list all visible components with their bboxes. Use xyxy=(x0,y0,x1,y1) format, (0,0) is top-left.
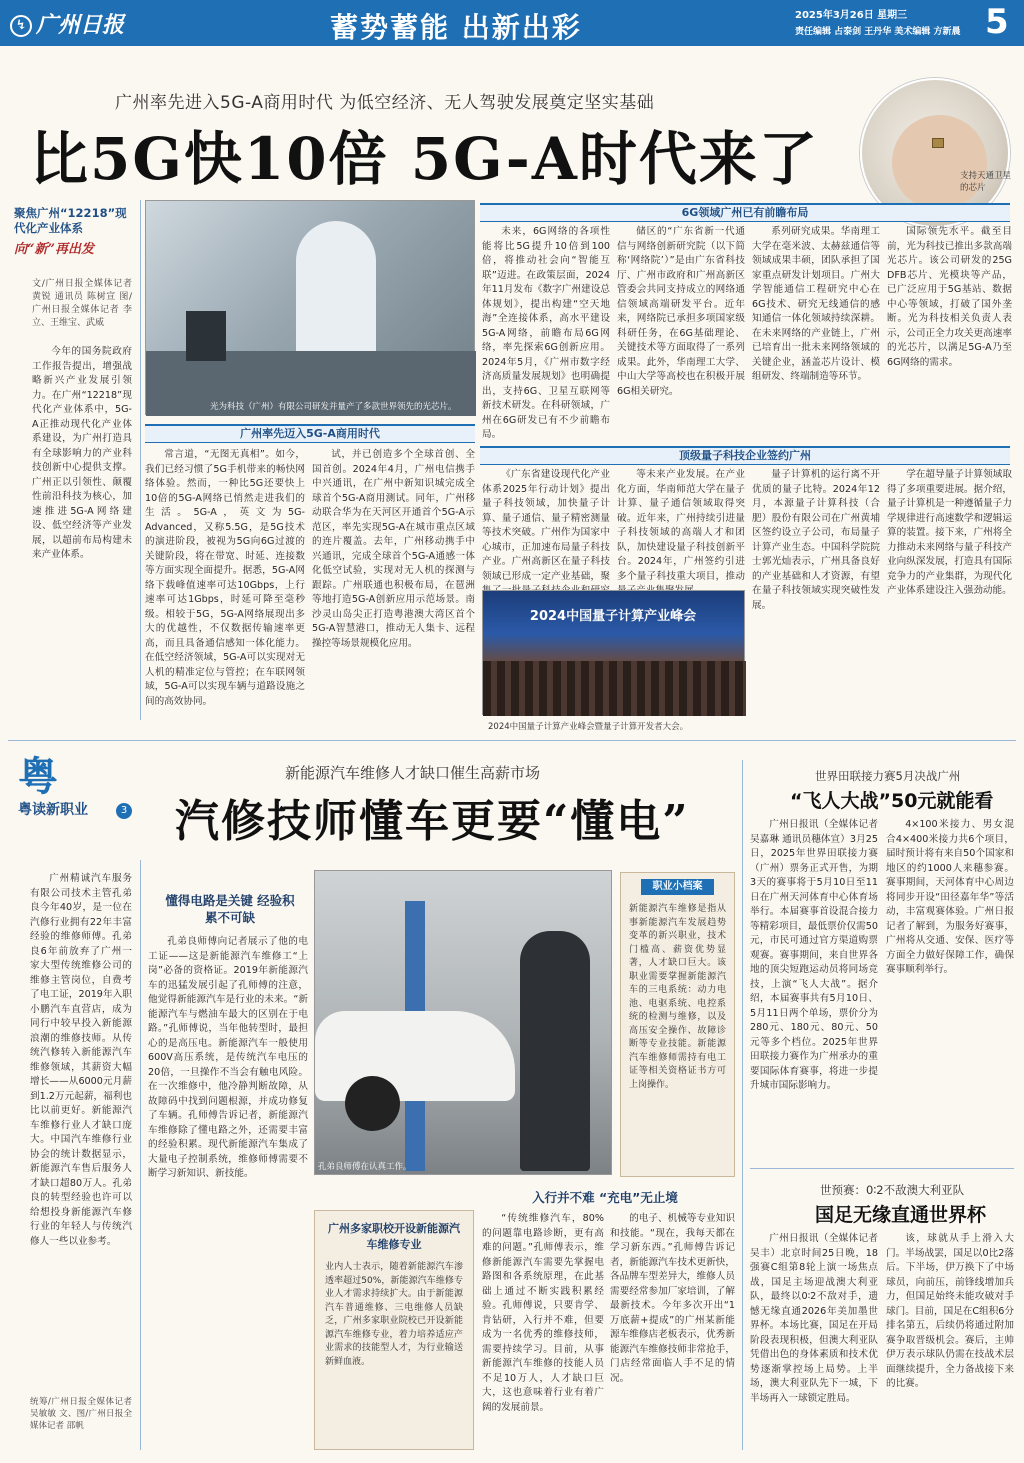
lead-col-1-text: 常言道，“无图无真相”。如今，我们已经习惯了5G手机带来的畅快网络体验。然而，一种比5G还要快上10倍的5G-A网络已悄然走进我们的生活。5G-A，英文为5G-Advanced，又称5.5G，是5G技术的演进阶段，被视为5G向6G过渡的关键阶段，将在带宽、时延、连接数等方面实现全面提升。据悉，5G-A网络下载峰值速率可达10Gbps，上行速率可达1Gbps，时延可降至毫秒级。相较于5G，5G-A网络展现出多大的优越性，不仅数据传输速率更高，而且具备通信感知一体化能力。在低空经济领域，5G-A可以实现对无人机的精准定位与管控；在车联网领域，5G-A可以实现车辆与道路设施之间的高效协同。 xyxy=(145,449,305,707)
lead-col-4 xyxy=(617,225,745,437)
lead-col-6 xyxy=(887,225,1012,437)
masthead-bar xyxy=(0,0,1024,46)
microscope-shape xyxy=(186,311,226,361)
conference-banner: 2024中国量子计算产业峰会 xyxy=(529,609,697,624)
mechanic-caption: 孔弟良师傅在认真工作。 xyxy=(318,1162,412,1172)
second-col-b2-text: 的电子、机械等专业知识和技能。“现在，我每天都在学习新东西。”孔师傅告诉记者，新能源汽车技术更新快，各品牌车型差异大，维修人员需要经常参加厂家培训，了解最新技术。今年多次开出“1万底薪+提成”的广州某新能源车维修店老板表示，优秀新能源汽车维修技师非常抢手，门店经常面临人手不足的情况。 xyxy=(610,1213,735,1384)
sidebar-byline: 文/广州日报全媒体记者 黄锐 通讯员 陈树宣 图/广州日报全媒体记者 李立、王维宝、武威 xyxy=(32,279,132,328)
conference-caption: 2024中国量子计算产业峰会暨量子计算开发者大会。 xyxy=(488,722,689,732)
second-headline: 汽修技师懂车更要“懂电” xyxy=(175,796,690,847)
second-left-text: 广州精诚汽车服务有限公司技术主管孔弟良今年40岁，是一位在汽修行业拥有22年丰富经验的维修师傅。孔弟良6年前放弃了广州一家大型传统维修公司的维修主管岗位，自费考了电工证，2019年入职小鹏汽车直营店，成为同行中较早投入新能源浪潮的维修技师。从传统汽修转入新能源汽车维修领域，其薪资大幅增长——从6000元月薪到1.2万元起薪，福利也比以前更好。新能源汽车维修行业人才缺口庞大。中国汽车维修行业协会的统计数据显示，新能源汽车售后服务人才缺口超80万人。孔弟良的转型经验也许可以给想投身新能源汽车修行业的年轻人与传统汽修人一些以业参考。 xyxy=(30,873,132,1247)
sidebar-tag xyxy=(14,206,129,266)
school-box-title: 广州多家职校开设新能源汽车维修专业 xyxy=(328,1222,460,1251)
finger-shape xyxy=(892,115,987,210)
sidebar-divider xyxy=(140,200,141,720)
sidebar-paragraph: 今年的国务院政府工作报告提出，增强战略新兴产业发展引领力。在广州“12218”现代化产业体系中，5G-A正推动现代化产业体系建设，为广州打造具有全球影响力的产业科技创新中心提供支撑。广州正以引领性、颠覆性前沿科技为核心，加速推进5G-A网络建设、低空经济等产业发展，以超前布局构建未来产业体系。 xyxy=(32,346,132,560)
mechanic-photo xyxy=(314,870,612,1175)
car-shape xyxy=(315,1011,515,1101)
page-number: 5 xyxy=(985,2,1009,42)
brand-text: 粤读新职业 xyxy=(18,802,88,818)
school-box xyxy=(314,1210,474,1450)
wheel-shape xyxy=(345,1076,400,1131)
second-col-b2 xyxy=(610,1212,735,1452)
sports1-col-2 xyxy=(886,818,1014,1163)
sidebar-brand: 向“新”再出发 xyxy=(14,242,94,257)
sidebar-text xyxy=(32,345,132,720)
sports2-col-1 xyxy=(750,1232,878,1452)
sports2-kicker: 世预赛：0∶2不敌澳大利亚队 xyxy=(820,1183,965,1197)
second-left-divider xyxy=(140,860,141,1450)
second-left-col xyxy=(30,872,132,1392)
subhead-circuit: 懂得电路是关键 经验积累不可缺 xyxy=(165,893,295,925)
lead-col-5 xyxy=(752,225,880,437)
chip-shape xyxy=(932,138,944,148)
masthead-editors: 责任编辑 占泰剑 王丹华 美术编辑 方新晨 xyxy=(795,27,961,37)
second-col-a-text: 孔弟良师傅向记者展示了他的电工证——这是新能源汽车维修工“上岗”必备的资格证。2019年新能源汽车的迅猛发展引起了孔师傅的注意，他觉得新能源汽车是行业的未来。“新能源汽车与燃油车最大的区别在于电路。”孔师傅说，当年他转型时，最担心的是高压电。新能源汽车一般使用600V高压系统，是传统汽车电压的20倍，一旦操作不当会有触电风险。在一次维修中，他冷静判断故障，从故障码中找到问题根源，并成功修复了车辆。孔师傅告诉记者，新能源汽车维修除了懂电路之外，还需要丰富的经验积累。现代新能源汽车集成了大量电子控制系统，维修师傅需要不断学习新知识、新技能。 xyxy=(148,936,308,1179)
lead-col-6-text: 国际领先水平。截至目前，光为科技已推出多款高端光芯片。该公司研发的25G DFB芯片、光模块等产品，已广泛应用于5G基站、数据中心等领域，打破了国外垄断。光为科技相关负责人表示，公司正全力攻关更高速率的光芯片，以满足5G-A乃至6G网络的需求。 xyxy=(887,226,1012,368)
subhead-quantum: 顶级量子科技企业签约广州 xyxy=(480,446,1010,465)
quantum-col-3 xyxy=(752,468,880,720)
lead-col-2 xyxy=(312,448,475,720)
sports-divider xyxy=(742,760,743,1450)
quantum-col-2-text: 等未来产业发展。在产业化方面，华南师范大学在量子计算、量子通信领域取得突破。近年来，广州持续引进量子科技领域的高端人才和团队，加快建设量子科技创新平台。2024年，广州签约引进多个量子科技重大项目，推动 xyxy=(617,469,745,582)
quantum-col-1-text: 《广东省建设现代化产业体系2025年行动计划》提出量子科技领域，加快量子计算、量子通信、量子精密测量等技术突破。广州作为国家中心城市，正加速布局量子科技产业。广州高新区在量子科技领域已形成一定产业基础，聚 xyxy=(482,469,610,582)
lead-headline: 比5G快10倍 5G-A时代来了 xyxy=(30,125,819,193)
second-left-byline: 统筹/广州日报全媒体记者 吴敏敏 文、图/广州日报全媒体记者 邵帆 xyxy=(30,1397,132,1431)
section-number-badge: 3 xyxy=(116,803,132,819)
lead-col-5-text: 系列研究成果。华南理工大学在毫米波、太赫兹通信等领域成果丰硕，团队承担了国家重点研发计划项目。广州大学智能通信工程研究中心在6G技术、研究无线通信的感知通信一体化领域持续深耕。在未来网络的产业链上，广州已培育出一批未来网络领域的关键企业，涵盖芯片设计、模组研发、终端制造等环节。 xyxy=(752,226,880,382)
quantum-col-3-text: 量子计算机的运行离不开优质的量子比特。2024年12月，本源量子计算科技（合肥）股份有限公司在广州黄埔区签约设立子公司，布局量子计算产业生态。中国科学院院士郭光灿表示，广州具备良好的产业基础和人才资源，有望在量子科技领域实现突破性发展。 xyxy=(752,469,880,611)
quantum-col-2 xyxy=(617,468,745,586)
masthead-date: 2025年3月26日 星期三 xyxy=(795,10,908,21)
lead-col-3 xyxy=(482,225,610,440)
job-box-title: 职业小档案 xyxy=(641,879,714,895)
quantum-col-4-text: 学在超导量子计算领域取得了多项重要进展。据介绍，量子计算机是一种遵循量子力学规律进行高速数学和逻辑运算的装置。接下来，广州将全力推动未来网络与量子科技产业向纵深发展，打造具有国际竞争力的产业集群，为现代化产业体系建设注入强劲动能。 xyxy=(887,469,1012,596)
lead-col-3-text: 未来，6G网络的各项性能将比5G提升10倍到100倍，将推动社会向“智能互联”迈进。在政策层面，2024年11月发布《数字广州建设总体规划》，提出构建“空天地海”全连接体系，高水平建设5G-A网络，前瞻布局6G网络，率先探索6G创新应用。2024年5月，《广州市数字经济高质量发展规划》也明确提出，支持6G、卫星互联网等新技术研发。在科研领域，广州在6G研发已有不少前瞻布局。 xyxy=(482,226,610,440)
sports2-text: 广州日报讯（全媒体记者吴丰）北京时间25日晚，18强赛C组第8轮上演一场焦点战，国足主场迎战澳大利亚队，最终以0∶2不敌对手，遗憾无缘直通2026年美加墨世界杯。本场比赛，国足在开局阶段表现积极，但澳大利亚队凭借出色的身体素质和技术优势逐渐掌控场上局势。上半场，澳大利亚队先下一城，下半场再入一球锁定胜局。 xyxy=(750,1233,878,1404)
lead-col-4-text: 储区的“广东省新一代通信与网络创新研究院（以下简称‘网络院’）”是由广东省科技厅、广州市政府和广州高新区管委会共同支持成立的网络通信领域高端研发平台。近年来，网络院已承担多项国家级科研任务，在6G基础理论、关键技术等方面取得了一系列成果。此外，华南理工大学、中山大学等高校也在积极开展6G相关研究。 xyxy=(617,226,745,397)
second-col-b1-text: “传统维修汽车，80%的问题靠电路诊断，更有高难的问题。”孔师傅表示，维修新能源汽车需要先掌握电路图和各系统原理，在此基础上通过不断实践积累经验。孔师傅说，只要肯学、肯钻研，入行并不难，但要成为一名优秀的维修技师，需要持续学习。目前，从事新能源汽车维修的技能人员不足10万人，人才缺口巨大，这也意味着行业有着广阔的发展前景。 xyxy=(482,1213,604,1413)
job-box xyxy=(620,872,735,1177)
second-col-a xyxy=(148,935,308,1455)
section-title: 蓄势蓄能 出新出彩 xyxy=(330,11,582,44)
second-col-b1 xyxy=(482,1212,604,1452)
logo-icon: ↯ xyxy=(10,15,32,37)
mechanic-shape xyxy=(520,931,590,1171)
sports1-headline: “飞人大战”50元就能看 xyxy=(790,790,994,812)
subhead-6g: 6G领域广州已有前瞻布局 xyxy=(480,203,1010,222)
sports2-text2: 该，球就从手上滑入大门。半场战罢，国足以0比2落后。下半场，伊万换下了中场球员，向前压，前锋线增加兵力，但国足始终未能攻破对手球门。目前，国足在C组积6分排名第五，后续仍将通过附加赛争取晋级机会。赛后，主帅伊万表示球队仍需在技战术层面继续提升，全力备战接下来的比赛。 xyxy=(886,1233,1014,1389)
lab-photo-caption: 光为科技（广州）有限公司研发并量产了多款世界领先的光芯片。 xyxy=(210,402,457,412)
sports1-col-1 xyxy=(750,818,878,1163)
audience-shape xyxy=(483,661,746,716)
section-brand xyxy=(18,755,138,855)
lead-col-1 xyxy=(145,448,305,720)
lead-kicker: 广州率先进入5G-A商用时代 为低空经济、无人驾驶发展奠定坚实基础 xyxy=(115,93,655,113)
school-box-text: 业内人士表示，随着新能源汽车渗透率超过50%，新能源汽车维修专业人才需求持续扩大。由于新能源汽车普通维修、三电维修人员缺乏，广州多家职业院校已开设新能源汽车维修专业，着力培养适应产业需求的技能型人才，为行业输送新鲜血液。 xyxy=(325,1262,463,1367)
job-box-text: 新能源汽车维修是指从事新能源汽车发展趋势变革的新兴职业，技术门槛高、薪资优势显著，人才缺口巨大。该职业需要掌握新能源汽车的三电系统：动力电池、电驱系统、电控系统的检测与维修，以及高压安全操作、故障诊断等专业技能。新能源汽车维修师需持有电工证等相关资格证书方可上岗操作。 xyxy=(629,904,726,1090)
sidebar-tag-title: 聚焦广州“12218”现代化产业体系 xyxy=(14,206,127,235)
subhead-5ga: 广州率先迈入5G-A商用时代 xyxy=(145,424,475,443)
subhead-charge: 入行并不难 “充电”无止境 xyxy=(532,1190,678,1205)
sports2-headline: 国足无缘直通世界杯 xyxy=(815,1204,987,1226)
sports1-text2: 4×100米接力、男女混合4×400米接力共6个项目，届时预计将有来自50个国家和地区的约1000人来穗参赛。赛事期间，天河体育中心周边将同步开设“田径嘉年华”等活动，丰富观赛体验。广州日报记者了解到，为服务好赛事，广州将从交通、安保、医疗等方面全力做好保障工作，确保赛事顺利举行。 xyxy=(886,819,1014,975)
conference-photo xyxy=(482,590,745,715)
chip-caption: 支持天通卫星的芯片 xyxy=(960,171,1012,193)
brand-yue: 粤 xyxy=(18,753,58,800)
newspaper-logo: ↯ 广州日报 xyxy=(10,8,124,39)
sports1-text: 广州日报讯（全媒体记者吴嘉琳 通讯员穗体宣）3月25日，2025年世界田联接力赛（广州）票务正式开售，为期3天的赛事将于5月10日至11日在广州天河体育中心体育场举行。本届赛事首设混合接力等精彩项目，最低票价仅需50元，市民可通过官方渠道购票观赛。赛事期间，来自世界各地的顶尖短跑运动员将同场竞技，上演“飞人大战”。据介绍，本届赛事共有5月10日、5月11日两个单场，票价分为280元、180元、80元、50元等多个档位。2025年世界田联接力赛作为广州承办的重要国际体育赛事，将进一步提升城市国际影响力。 xyxy=(750,819,878,1091)
sports-separator xyxy=(750,1168,1014,1169)
quantum-col-4 xyxy=(887,468,1012,720)
second-kicker: 新能源汽车维修人才缺口催生高薪市场 xyxy=(285,764,541,782)
sports1-kicker: 世界田联接力赛5月决战广州 xyxy=(815,769,961,783)
quantum-col-1 xyxy=(482,468,610,586)
lab-photo xyxy=(145,200,475,415)
lead-col-2-text: 试，并已创造多个全球首创、全国首创。2024年4月，广州电信携手中兴通讯，在广州中新知识城完成全球首个5G-A商用测试。同年，广州移动联合华为在天河区开通首个5G-A示范区，率先实现5G-A在城市重点区域的连片覆盖。去年，广州移动携手中兴通讯，完成全球首个5G-A通感一体化低空试验，实现对无人机的探测与跟踪。广州联通也积极布局，在琶洲等地打造5G-A创新应用示范场景。南沙灵山岛尖正打造粤港澳大湾区首个5G-A智慧港口，推动无人集卡、远程操控等场景规模化应用。 xyxy=(312,449,475,649)
page-divider xyxy=(8,740,1016,741)
sports2-col-2 xyxy=(886,1232,1014,1452)
